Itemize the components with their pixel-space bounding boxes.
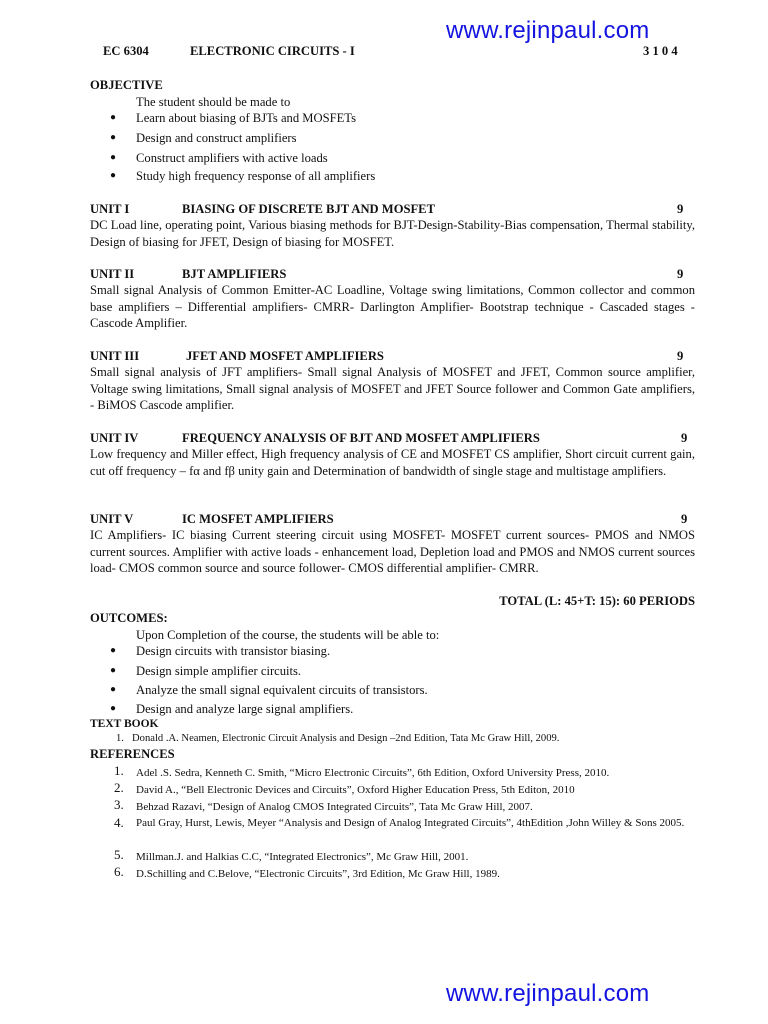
- objective-intro: The student should be made to: [136, 95, 291, 109]
- watermark-bottom: www.rejinpaul.com: [446, 980, 650, 1007]
- unit-3-label: UNIT III: [90, 349, 140, 363]
- bullet-icon: ●: [110, 645, 117, 656]
- unit-2-hours: 9: [677, 267, 684, 281]
- unit-5-hours: 9: [681, 512, 688, 526]
- unit-4-body: Low frequency and Miller effect, High frequency analysis of CE and MOSFET CS amplifier, Short circuit current gain, cut off frequency – fα and fβ unity gain and Determination of bandwidth of single stage and multistage amplifiers.: [90, 447, 695, 478]
- watermark-top: www.rejinpaul.com: [446, 17, 650, 44]
- unit-5-title: IC MOSFET AMPLIFIERS: [182, 512, 334, 526]
- objective-heading: OBJECTIVE: [90, 78, 163, 92]
- unit-1-label: UNIT I: [90, 202, 130, 216]
- course-code: EC 6304: [103, 44, 149, 58]
- bullet-icon: ●: [110, 665, 117, 676]
- total-periods: TOTAL (L: 45+T: 15): 60 PERIODS: [499, 594, 695, 608]
- unit-2-label: UNIT II: [90, 267, 135, 281]
- bullet-icon: ●: [110, 703, 117, 714]
- bullet-icon: ●: [110, 170, 117, 181]
- references-heading: REFERENCES: [90, 747, 175, 761]
- unit-3-title: JFET AND MOSFET AMPLIFIERS: [186, 349, 384, 363]
- unit-5-body: IC Amplifiers- IC biasing Current steering circuit using MOSFET- MOSFET current sources- PMOS and NMOS current sources. Amplifier with active loads - enhancement load, Depletion load and PMOS and NMOS current sources load- CMOS common source and source follower- CMOS differential amplifier- CMRR.: [90, 528, 695, 575]
- unit-2-title: BJT AMPLIFIERS: [182, 267, 287, 281]
- unit-3-hours: 9: [677, 349, 684, 363]
- unit-1-title: BIASING OF DISCRETE BJT AND MOSFET: [182, 202, 435, 216]
- textbook-heading: TEXT BOOK: [90, 718, 159, 730]
- course-title: ELECTRONIC CIRCUITS - I: [190, 44, 355, 58]
- unit-4-title: FREQUENCY ANALYSIS OF BJT AND MOSFET AMPLIFIERS: [182, 431, 540, 445]
- unit-1-body: DC Load line, operating point, Various biasing methods for BJT-Design-Stability-Bias compensation, Thermal stability, Design of biasing for JFET, Design of biasing for MOSFET.: [90, 218, 695, 249]
- unit-4-hours: 9: [681, 431, 688, 445]
- unit-4-label: UNIT IV: [90, 431, 139, 445]
- bullet-icon: ●: [110, 684, 117, 695]
- bullet-icon: ●: [110, 112, 117, 123]
- unit-3-body: Small signal analysis of JFT amplifiers- Small signal Analysis of MOSFET and JFET, Common source amplifier, Voltage swing limitations, Small signal analysis of MOSFET and JFET Source follower and Common Gate amplifiers, - BiMOS Cascode amplifier.: [90, 365, 695, 412]
- unit-5-label: UNIT V: [90, 512, 134, 526]
- outcomes-intro: Upon Completion of the course, the students will be able to:: [136, 628, 440, 642]
- unit-2-body: Small signal Analysis of Common Emitter-AC Loadline, Voltage swing limitations, Common collector and common base amplifiers – Differential amplifiers- CMRR- Darlington Amplifier- Bootstrap technique - Cascaded stages - Cascode Amplifier.: [90, 283, 695, 330]
- unit-1-hours: 9: [677, 202, 684, 216]
- ltpc: 3 1 0 4: [643, 44, 678, 58]
- bullet-icon: ●: [110, 152, 117, 163]
- outcomes-heading: OUTCOMES:: [90, 611, 168, 625]
- bullet-icon: ●: [110, 132, 117, 143]
